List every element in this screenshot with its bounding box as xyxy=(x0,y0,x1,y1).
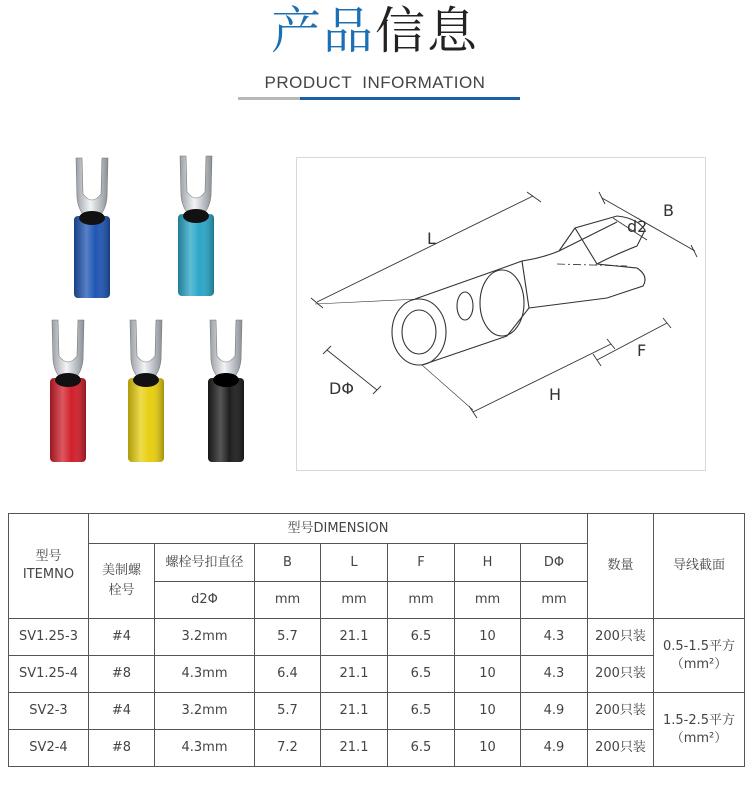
cell-stud: 3.2mm xyxy=(155,693,255,730)
cell-wire-group-1: 0.5-1.5平方 （mm²） xyxy=(654,619,745,693)
cell-L: 21.1 xyxy=(321,730,388,767)
terminal-sky-blue xyxy=(178,156,214,296)
cell-screw: #8 xyxy=(89,656,155,693)
terminal-red xyxy=(50,320,86,462)
unit-F: mm xyxy=(388,582,455,619)
cell-H: 10 xyxy=(455,730,521,767)
cell-B: 6.4 xyxy=(255,656,321,693)
cell-H: 10 xyxy=(455,656,521,693)
cell-F: 6.5 xyxy=(388,619,455,656)
cell-model: SV2-4 xyxy=(9,730,89,767)
cell-B: 5.7 xyxy=(255,693,321,730)
header-col-B: B xyxy=(255,544,321,582)
dimension-diagram xyxy=(296,157,706,471)
label-F: F xyxy=(637,341,647,360)
cell-screw: #8 xyxy=(89,730,155,767)
cell-stud: 4.3mm xyxy=(155,656,255,693)
cell-model: SV1.25-4 xyxy=(9,656,89,693)
cell-qty: 200只装 xyxy=(588,730,654,767)
unit-H: mm xyxy=(455,582,521,619)
terminals-illustration xyxy=(10,150,280,490)
table-row xyxy=(9,730,745,767)
header-stud: 螺栓号扣直径 xyxy=(155,544,255,582)
terminal-black xyxy=(208,320,244,462)
cell-qty: 200只装 xyxy=(588,693,654,730)
cell-qty: 200只装 xyxy=(588,619,654,656)
cell-L: 21.1 xyxy=(321,656,388,693)
cell-qty: 200只装 xyxy=(588,656,654,693)
cell-wire-group-2: 1.5-2.5平方 （mm²） xyxy=(654,693,745,767)
cell-H: 10 xyxy=(455,693,521,730)
page-title xyxy=(0,2,750,60)
label-H: H xyxy=(549,385,562,404)
header-dimension: 型号DIMENSION xyxy=(89,514,588,544)
header-model: 型号 ITEMNO xyxy=(9,514,89,619)
cell-B: 7.2 xyxy=(255,730,321,767)
cell-D: 4.3 xyxy=(521,619,588,656)
cell-stud: 3.2mm xyxy=(155,619,255,656)
unit-D: mm xyxy=(521,582,588,619)
table-row xyxy=(9,693,745,730)
cell-L: 21.1 xyxy=(321,619,388,656)
subtitle-underline-blue xyxy=(300,97,520,100)
header-col-D: DΦ xyxy=(521,544,588,582)
cell-F: 6.5 xyxy=(388,730,455,767)
header-wire: 导线截面 xyxy=(654,514,745,619)
subtitle-underline-gray xyxy=(238,97,300,100)
cell-screw: #4 xyxy=(89,693,155,730)
header-us-screw: 美制螺栓号 xyxy=(89,544,155,619)
header-col-H: H xyxy=(455,544,521,582)
cell-D: 4.9 xyxy=(521,693,588,730)
unit-stud: d2Φ xyxy=(155,582,255,619)
cell-screw: #4 xyxy=(89,619,155,656)
header-col-L: L xyxy=(321,544,388,582)
title-accent: 产品 xyxy=(271,2,375,60)
terminal-yellow xyxy=(128,320,164,462)
unit-L: mm xyxy=(321,582,388,619)
label-L: L xyxy=(427,229,436,248)
table-row xyxy=(9,656,745,693)
header-col-F: F xyxy=(388,544,455,582)
cell-model: SV2-3 xyxy=(9,693,89,730)
cell-L: 21.1 xyxy=(321,693,388,730)
table-row xyxy=(9,619,745,656)
page-subtitle: PRODUCT INFORMATION xyxy=(264,73,486,92)
cell-H: 10 xyxy=(455,619,521,656)
cell-D: 4.3 xyxy=(521,656,588,693)
cell-F: 6.5 xyxy=(388,656,455,693)
header-qty: 数量 xyxy=(588,514,654,619)
cell-stud: 4.3mm xyxy=(155,730,255,767)
cell-model: SV1.25-3 xyxy=(9,619,89,656)
dimension-drawing xyxy=(297,158,705,470)
spec-table xyxy=(8,513,745,767)
label-B: B xyxy=(663,201,674,220)
cell-B: 5.7 xyxy=(255,619,321,656)
cell-D: 4.9 xyxy=(521,730,588,767)
unit-B: mm xyxy=(255,582,321,619)
label-D: DΦ xyxy=(329,379,354,398)
terminal-blue xyxy=(74,158,110,298)
cell-F: 6.5 xyxy=(388,693,455,730)
product-photo xyxy=(10,150,280,490)
label-d2: d2 xyxy=(627,217,648,236)
title-main: 信息 xyxy=(375,2,479,60)
